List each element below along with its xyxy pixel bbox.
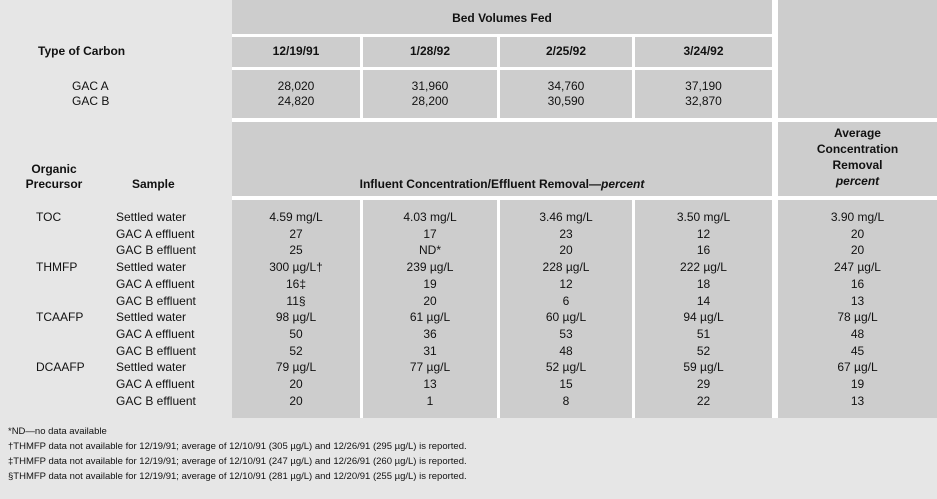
table-cell: 94 µg/L (683, 310, 724, 324)
table-cell: 14 (696, 294, 711, 308)
average-cell: 20 (850, 243, 865, 257)
table-cell: 52 (696, 344, 711, 358)
table-cell: 23 (559, 227, 573, 241)
table-cell: 53 (559, 327, 573, 341)
sample-label: GAC B effluent (116, 394, 196, 408)
bed-volumes-heading: Bed Volumes Fed (452, 11, 552, 25)
table-cell: 13 (423, 377, 437, 391)
table-cell: 6 (562, 294, 570, 308)
influent-heading-unit: percent (600, 177, 645, 191)
sample-label: Settled water (116, 260, 187, 274)
footnote: †THMFP data not available for 12/19/91; average of 12/10/91 (305 µg/L) and 12/26/91 (295 µg/L) is reported. (8, 441, 467, 452)
precursor-name: DCAAFP (36, 360, 85, 374)
table-cell: 20 (289, 377, 303, 391)
table-cell: ND* (418, 243, 441, 257)
bed-volume-value: 31,960 (411, 79, 449, 93)
table-cell: 16‡ (285, 277, 307, 291)
table-cell: 15 (559, 377, 573, 391)
footnote: ‡THMFP data not available for 12/19/91; average of 12/10/91 (247 µg/L) and 12/26/91 (260 µg/L) is reported. (8, 456, 467, 467)
table-cell: 239 µg/L (406, 260, 454, 274)
table-cell: 98 µg/L (275, 310, 317, 324)
table-cell: 27 (289, 227, 303, 241)
average-cell: 67 µg/L (837, 360, 878, 374)
carbon-label: GAC A (72, 79, 109, 93)
sample-label: GAC A effluent (116, 377, 195, 391)
influent-heading-text: Influent Concentration/Effluent Removal— (359, 177, 601, 191)
table-cell: 60 µg/L (545, 310, 587, 324)
sample-label: GAC A effluent (116, 277, 195, 291)
bed-volume-value: 34,760 (547, 79, 585, 93)
average-heading: Removal (832, 158, 883, 172)
average-cell: 20 (850, 227, 865, 241)
table-cell: 222 µg/L (680, 260, 727, 274)
table-cell: 29 (696, 377, 711, 391)
average-cell: 16 (850, 277, 865, 291)
table-cell: 12 (559, 277, 573, 291)
sample-label: GAC A effluent (116, 227, 195, 241)
separator (232, 196, 937, 200)
average-cell: 78 µg/L (837, 310, 878, 324)
date-header: 1/28/92 (409, 44, 451, 58)
date-header: 3/24/92 (683, 44, 724, 58)
table-cell: 19 (423, 277, 437, 291)
average-cell: 48 (850, 327, 865, 341)
precursor-name: TCAAFP (36, 310, 84, 324)
precursor-name: THMFP (36, 260, 78, 274)
bed-volume-value: 28,200 (411, 94, 449, 108)
average-cell: 13 (850, 394, 865, 408)
table-cell: 20 (423, 294, 437, 308)
sample-heading: Sample (132, 177, 175, 191)
sample-label: GAC A effluent (116, 327, 195, 341)
table-cell: 4.59 mg/L (269, 210, 323, 224)
footnote: *ND—no data available (8, 426, 107, 437)
organic-precursor-heading: Organic (31, 162, 77, 176)
sample-label: GAC B effluent (116, 294, 196, 308)
table-cell: 61 µg/L (409, 310, 451, 324)
footnote: §THMFP data not available for 12/19/91; average of 12/10/91 (281 µg/L) and 12/20/91 (255 µg/L) is reported. (8, 471, 467, 482)
table-cell: 4.03 mg/L (403, 210, 457, 224)
table-cell: 36 (423, 327, 437, 341)
table-cell: 18 (696, 277, 711, 291)
date-header: 2/25/92 (545, 44, 587, 58)
bed-volume-value: 37,190 (685, 79, 722, 93)
table-cell: 25 (289, 243, 303, 257)
table-cell: 12 (696, 227, 711, 241)
sample-label: GAC B effluent (116, 344, 196, 358)
table-cell: 48 (559, 344, 573, 358)
table-cell: 16 (696, 243, 711, 257)
table-cell: 52 (289, 344, 303, 358)
influent-heading (232, 177, 772, 191)
average-heading: Concentration (816, 142, 899, 156)
sample-label: Settled water (116, 310, 187, 324)
organic-precursor-heading: Precursor (25, 177, 83, 191)
average-cell: 45 (850, 344, 865, 358)
table-cell: 31 (423, 344, 437, 358)
carbon-label: GAC B (72, 94, 110, 108)
average-cell: 3.90 mg/L (830, 210, 885, 224)
table-cell: 20 (289, 394, 303, 408)
table-cell: 51 (696, 327, 711, 341)
separator (232, 118, 937, 122)
table-cell: 1 (426, 394, 434, 408)
table-cell: 77 µg/L (409, 360, 451, 374)
table-cell: 228 µg/L (542, 260, 590, 274)
table-cell: 20 (559, 243, 573, 257)
average-cell: 247 µg/L (834, 260, 881, 274)
sample-label: GAC B effluent (116, 243, 196, 257)
separator (232, 67, 772, 70)
bed-volume-value: 28,020 (277, 79, 315, 93)
table-cell: 3.46 mg/L (539, 210, 593, 224)
table-cell: 50 (289, 327, 303, 341)
table-cell: 52 µg/L (545, 360, 587, 374)
table-cell: 17 (423, 227, 437, 241)
table-cell: 8 (562, 394, 570, 408)
table-cell: 79 µg/L (275, 360, 317, 374)
precursor-name: TOC (36, 210, 62, 224)
average-cell: 19 (850, 377, 865, 391)
table-cell: 22 (696, 394, 711, 408)
bed-volume-value: 24,820 (277, 94, 315, 108)
sample-label: Settled water (116, 210, 187, 224)
sample-label: Settled water (116, 360, 187, 374)
bed-volume-value: 30,590 (547, 94, 585, 108)
date-header: 12/19/91 (272, 44, 320, 58)
average-heading: Average (834, 126, 881, 140)
average-unit: percent (835, 174, 880, 188)
table-cell: 300 µg/L† (269, 260, 323, 274)
average-cell: 13 (850, 294, 865, 308)
table-cell: 11§ (286, 294, 306, 308)
type-of-carbon-heading: Type of Carbon (38, 44, 126, 58)
table-cell: 3.50 mg/L (676, 210, 731, 224)
bed-volume-value: 32,870 (685, 94, 722, 108)
table-cell: 59 µg/L (683, 360, 724, 374)
separator (232, 34, 772, 37)
